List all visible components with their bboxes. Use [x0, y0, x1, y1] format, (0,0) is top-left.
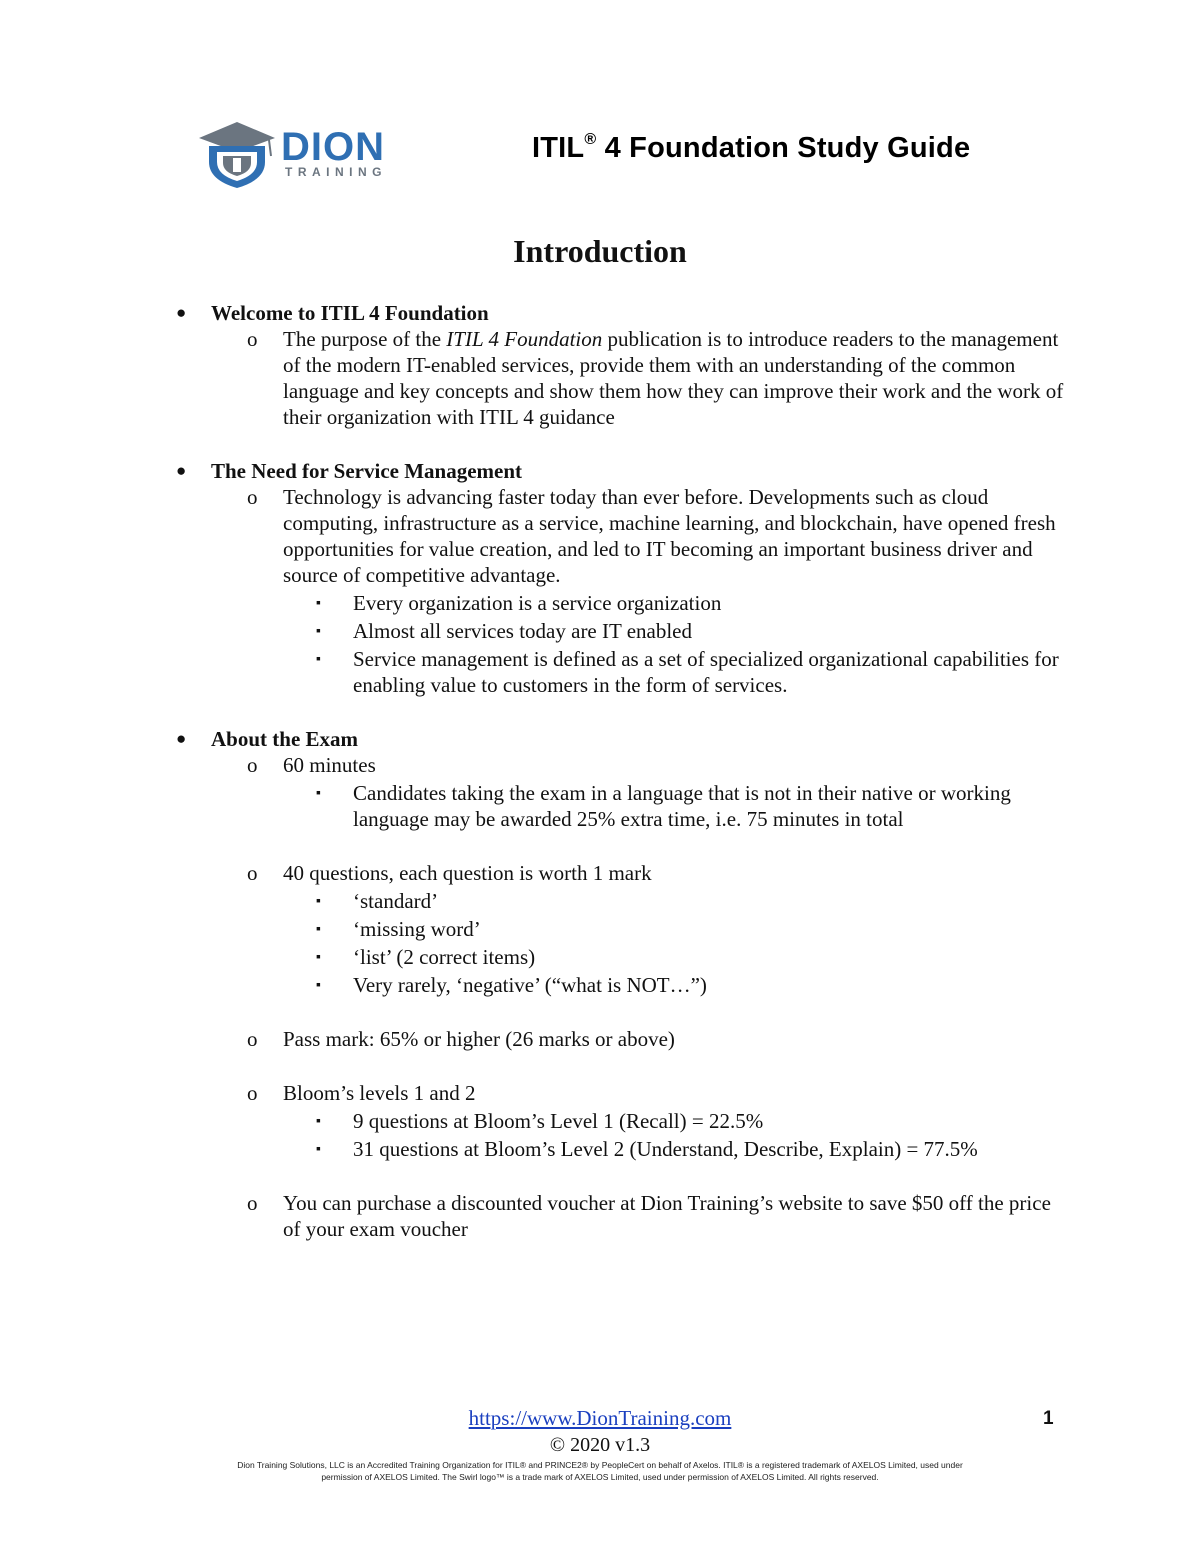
sub-list-item — [170, 1136, 1070, 1162]
square-bullet-icon: ▪ — [316, 950, 321, 965]
hollow-bullet-icon: o — [247, 1191, 258, 1215]
list-item — [170, 326, 1070, 430]
section-welcome — [170, 300, 1070, 326]
item-text-italic: ITIL 4 Foundation — [446, 327, 603, 351]
square-bullet-icon: ▪ — [316, 596, 321, 611]
square-bullet-icon: ▪ — [316, 624, 321, 639]
square-bullet-icon: ▪ — [316, 1142, 321, 1157]
sub-list-item — [170, 780, 1070, 832]
hollow-bullet-icon: o — [247, 861, 258, 885]
section-heading-welcome: Welcome to ITIL 4 Foundation — [211, 301, 489, 325]
sub-item-text: ‘list’ (2 correct items) — [353, 945, 536, 969]
item-text: Bloom’s levels 1 and 2 — [283, 1081, 476, 1105]
square-bullet-icon: ▪ — [316, 1114, 321, 1129]
hollow-bullet-icon: o — [247, 753, 258, 777]
list-item — [170, 1190, 1070, 1242]
registered-mark: ® — [584, 131, 597, 149]
sub-item-text: ‘standard’ — [353, 889, 439, 913]
sub-list-item — [170, 590, 1070, 616]
item-text-after: publication is to introduce readers to the management of the modern IT-enabled services, provide them with an understanding of the common language and key concepts and show them how they can improve their work and the work of their organization with ITIL 4 guidance — [283, 327, 1064, 429]
square-bullet-icon: ▪ — [316, 894, 321, 909]
list-item — [170, 860, 1070, 886]
list-item — [170, 1026, 1070, 1052]
sub-item-text: Candidates taking the exam in a language that is not in their native or working language may be awarded 25% extra time, i.e. 75 minutes in total — [353, 781, 1011, 831]
legal-line-2: permission of AXELOS Limited. The Swirl logo™ is a trade mark of AXELOS Limited, used under permission of AXELOS Limited. All rights reserved. — [321, 1472, 879, 1482]
bullet-icon: ● — [176, 729, 187, 748]
hollow-bullet-icon: o — [247, 1081, 258, 1105]
sub-item-text: Almost all services today are IT enabled — [353, 619, 692, 643]
item-text: Pass mark: 65% or higher (26 marks or above) — [283, 1027, 675, 1051]
sub-list-item — [170, 888, 1070, 914]
graduation-cap-shield-icon — [199, 122, 275, 188]
square-bullet-icon: ▪ — [316, 978, 321, 993]
sub-list-item — [170, 944, 1070, 970]
sub-item-text: Very rarely, ‘negative’ (“what is NOT…”) — [353, 973, 707, 997]
sub-item-text: ‘missing word’ — [353, 917, 481, 941]
bullet-icon: ● — [176, 303, 187, 322]
section-heading: Introduction — [513, 233, 687, 269]
square-bullet-icon: ▪ — [316, 922, 321, 937]
section-heading-need: The Need for Service Management — [211, 459, 523, 483]
section-heading-exam: About the Exam — [211, 727, 359, 751]
dion-training-logo — [197, 118, 397, 190]
content-body — [170, 300, 1070, 1242]
legal-notice — [150, 1459, 1050, 1483]
sub-list-item — [170, 916, 1070, 942]
website-link[interactable]: https://www.DionTraining.com — [468, 1406, 732, 1430]
square-bullet-icon: ▪ — [316, 786, 321, 801]
sub-list-item — [170, 618, 1070, 644]
item-text: 60 minutes — [283, 753, 376, 777]
page-number: 1 — [1043, 1408, 1054, 1429]
item-text: Technology is advancing faster today than ever before. Developments such as cloud computing, infrastructure as a service, machine learning, and blockchain, have opened fresh opportunities for value creation, and led to IT becoming an important business driver and source of competitive advantage. — [283, 485, 1056, 587]
square-bullet-icon: ▪ — [316, 652, 321, 667]
item-text-before: The purpose of the — [283, 327, 447, 351]
sub-list-item — [170, 972, 1070, 998]
logo-text: DION — [281, 125, 385, 169]
sub-list-item — [170, 646, 1070, 698]
title-prefix: ITIL — [532, 132, 585, 164]
sub-item-text: 9 questions at Bloom’s Level 1 (Recall) = 22.5% — [353, 1109, 764, 1133]
copyright-text: © 2020 v1.3 — [549, 1434, 651, 1456]
hollow-bullet-icon: o — [247, 485, 258, 509]
item-text: You can purchase a discounted voucher at Dion Training’s website to save $50 off the price of your exam voucher — [283, 1191, 1051, 1241]
hollow-bullet-icon: o — [247, 327, 258, 351]
logo-subtext: TRAINING — [285, 165, 387, 179]
document-title — [532, 132, 970, 165]
sub-item-text: Every organization is a service organization — [353, 591, 722, 615]
list-item — [170, 752, 1070, 778]
sub-list-item — [170, 1108, 1070, 1134]
section-exam — [170, 726, 1070, 752]
sub-item-text: 31 questions at Bloom’s Level 2 (Understand, Describe, Explain) = 77.5% — [353, 1137, 978, 1161]
legal-line-1: Dion Training Solutions, LLC is an Accredited Training Organization for ITIL® and PRINCE2® by PeopleCert on behalf of Axelos. ITIL® is a registered trademark of AXELOS Limited, used under — [237, 1460, 963, 1470]
item-text: 40 questions, each question is worth 1 mark — [283, 861, 652, 885]
title-suffix: 4 Foundation Study Guide — [596, 132, 971, 164]
list-item — [170, 1080, 1070, 1106]
section-need — [170, 458, 1070, 484]
hollow-bullet-icon: o — [247, 1027, 258, 1051]
bullet-icon: ● — [176, 461, 187, 480]
list-item — [170, 484, 1070, 588]
sub-item-text: Service management is defined as a set of specialized organizational capabilities for enabling value to customers in the form of services. — [353, 647, 1059, 697]
